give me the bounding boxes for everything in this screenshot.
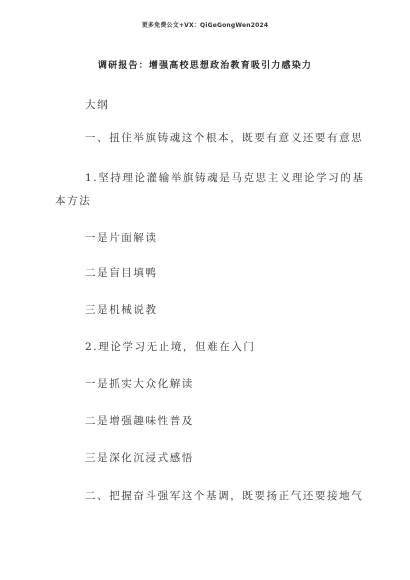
list-item: 三是深化沉浸式感悟 <box>85 452 194 464</box>
list-item: 二是盲目填鸭 <box>85 267 158 279</box>
list-item: 二是增强趣味性普及 <box>85 415 194 427</box>
subsection-heading-2: 2.理论学习无止境，但难在入门 <box>85 341 256 353</box>
list-item: 一是抓实大众化解读 <box>85 378 194 390</box>
list-item: 三是机械说教 <box>85 304 158 316</box>
section-heading-1: 一、扭住举旗铸魂这个根本，既要有意义还要有意思 <box>85 132 364 144</box>
section-heading-2: 二、把握奋斗强军这个基调，既要扬正气还要接地气 <box>85 490 364 502</box>
list-item: 一是片面解读 <box>85 232 158 244</box>
subsection-heading-1-continued: 本方法 <box>55 195 92 207</box>
subsection-heading-1: 1.坚持理论灌输举旗铸魂是马克思主义理论学习的基 <box>85 172 365 184</box>
header-note: 更多免费公文+VX：QiGeGongWen2024 <box>141 22 269 29</box>
document-title: 调研报告：增强高校思想政治教育吸引力感染力 <box>97 61 313 71</box>
outline-label: 大纲 <box>85 99 110 111</box>
